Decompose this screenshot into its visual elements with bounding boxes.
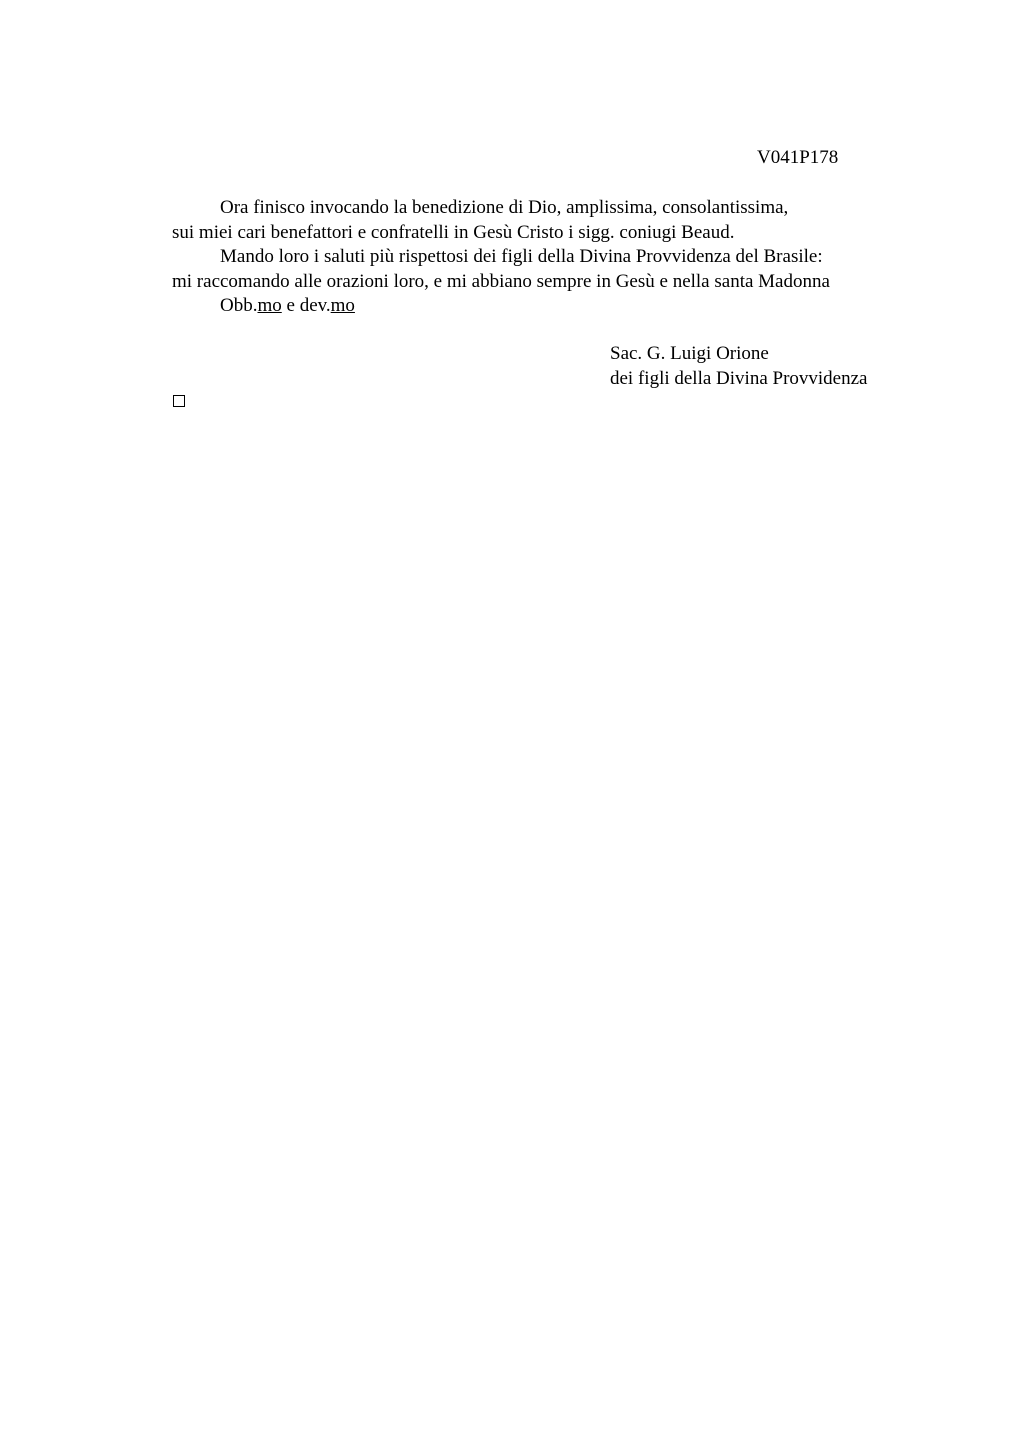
paragraph-2-line-1: Mando loro i saluti più rispettosi dei figli della Divina Provvidenza del Brasile: <box>220 246 823 267</box>
paragraph-2-line-2: mi raccomando alle orazioni loro, e mi abbiano sempre in Gesù e nella santa Madonna <box>172 270 830 292</box>
paragraph-1-line-2: sui miei cari benefattori e confratelli in Gesù Cristo i sigg. coniugi Beaud. <box>172 221 735 243</box>
signature-block <box>610 342 867 391</box>
paragraph-1-line-1: Ora finisco invocando la benedizione di Dio, amplissima, consolantissima, <box>220 197 789 218</box>
closing-obb: Obb. <box>220 295 258 316</box>
closing-obb-abbrev: mo <box>257 295 282 316</box>
signature-name: Sac. G. Luigi Orione <box>610 343 769 364</box>
closing-dev-abbrev: mo <box>330 295 355 316</box>
square-box-icon <box>173 395 185 407</box>
letter-body <box>172 196 902 319</box>
closing-formula <box>172 294 902 319</box>
closing-conj: e dev. <box>281 295 331 316</box>
signature-role: dei figli della Divina Provvidenza <box>610 367 868 389</box>
page-reference: V041P178 <box>757 147 839 168</box>
